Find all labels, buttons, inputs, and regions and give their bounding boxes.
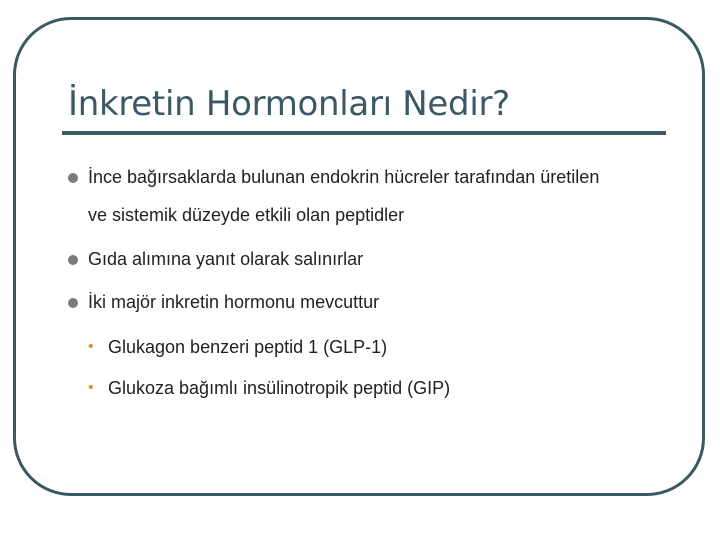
sub-bullet-dot-icon: • bbox=[88, 379, 94, 396]
bullet-dot-icon bbox=[68, 255, 78, 265]
bullet-text-3: İki majör inkretin hormonu mevcuttur bbox=[88, 292, 380, 312]
sub-bullet-text-1: Glukagon benzeri peptid 1 (GLP-1) bbox=[108, 337, 388, 357]
bullet-dot-icon bbox=[68, 298, 78, 308]
sub-bullet-dot-icon: • bbox=[88, 338, 94, 355]
bullet-text-2: Gıda alımına yanıt olarak salınırlar bbox=[88, 249, 364, 269]
bullet-text-1-line-2: ve sistemik düzeyde etkili olan peptidler bbox=[88, 205, 405, 225]
sub-bullet-text-2: Glukoza bağımlı insülinotropik peptid (GIP) bbox=[108, 378, 451, 398]
title-underline bbox=[62, 131, 666, 135]
bullet-text-1-line-1: İnce bağırsaklarda bulunan endokrin hücreler tarafından üretilen bbox=[88, 167, 600, 187]
slide-title: İnkretin Hormonları Nedir? bbox=[68, 84, 510, 124]
bullet-dot-icon bbox=[68, 173, 78, 183]
